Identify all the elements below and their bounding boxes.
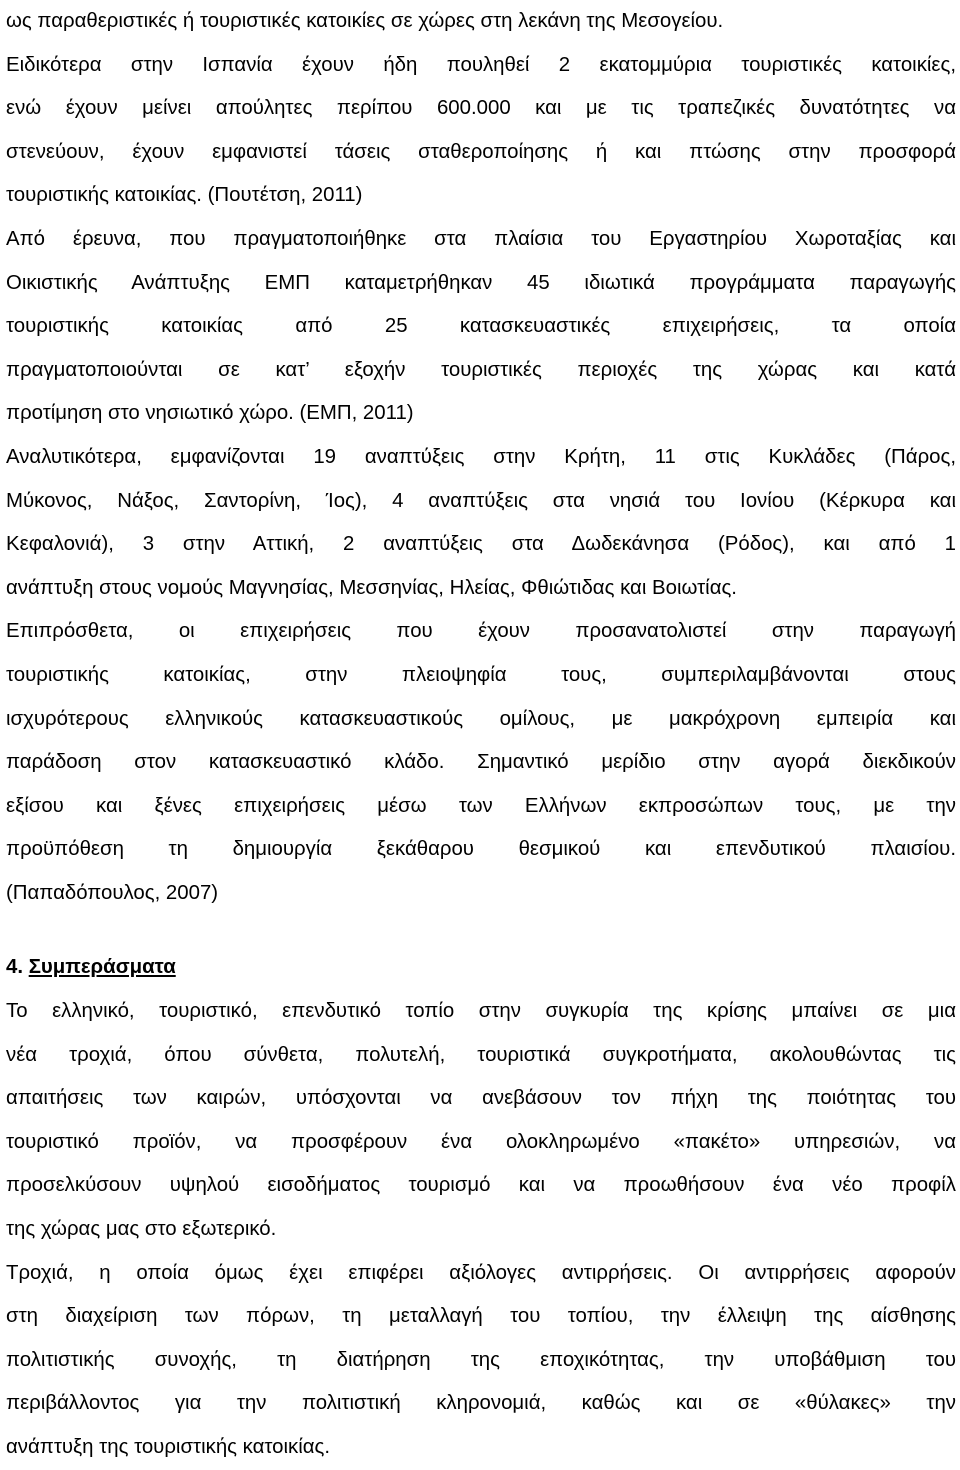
text-line: προσελκύσουν υψηλού εισοδήματος τουρισμό και να προωθήσουν ένα νέο προφίλ bbox=[6, 1174, 956, 1197]
text-line: προτίμηση στο νησιωτικό χώρο. (ΕΜΠ, 2011) bbox=[6, 402, 414, 425]
text-line: (Παπαδόπουλος, 2007) bbox=[6, 881, 219, 904]
text-line: ανάπτυξη στους νομούς Μαγνησίας, Μεσσηνίας, Ηλείας, Φθιώτιδας και Βοιωτίας. bbox=[6, 576, 737, 599]
text-line: περιβάλλοντος για την πολιτιστική κληρονομιά, καθώς και σε «θύλακες» την bbox=[6, 1392, 956, 1415]
text-line: τουριστικό προϊόν, να προσφέρουν ένα ολοκληρωμένο «πακέτο» υπηρεσιών, να bbox=[6, 1130, 956, 1153]
text-line: τουριστικής κατοικίας. (Πουτέτση, 2011) bbox=[6, 184, 363, 207]
text-line: πραγματοποιούνται σε κατ’ εξοχήν τουριστικές περιοχές της χώρας και κατά bbox=[6, 358, 956, 381]
text-line: εξίσου και ξένες επιχειρήσεις μέσω των Ελλήνων εκπροσώπων τους, με την bbox=[6, 794, 956, 817]
text-line: απαιτήσεις των καιρών, υπόσχονται να ανεβάσουν τον πήχη της ποιότητας του bbox=[6, 1087, 956, 1110]
text-line: Κεφαλονιά), 3 στην Αττική, 2 αναπτύξεις στα Δωδεκάνησα (Ρόδος), και από 1 bbox=[6, 533, 956, 556]
text-line: τουριστικής κατοικίας από 25 κατασκευαστικές επιχειρήσεις, τα οποία bbox=[6, 315, 956, 338]
text-line: προϋπόθεση τη δημιουργία ξεκάθαρου θεσμικού και επενδυτικού πλαισίου. bbox=[6, 838, 956, 861]
text-line: πολιτιστικής συνοχής, τη διατήρηση της εποχικότητας, την υποβάθμιση του bbox=[6, 1348, 956, 1371]
text-line: Αναλυτικότερα, εμφανίζονται 19 αναπτύξεις στην Κρήτη, 11 στις Κυκλάδες (Πάρος, bbox=[6, 445, 956, 468]
paragraph-tourist-housing bbox=[6, 0, 956, 915]
text-line: ως παραθεριστικές ή τουριστικές κατοικίες σε χώρες στη λεκάνη της Μεσογείου. bbox=[6, 10, 724, 32]
text-line: στενεύουν, έχουν εμφανιστεί τάσεις σταθεροποίησης ή και πτώσης στην προσφορά bbox=[6, 140, 956, 163]
section-title: Συμπεράσματα bbox=[28, 956, 176, 978]
text-line: Ειδικότερα στην Ισπανία έχουν ήδη πουληθεί 2 εκατομμύρια τουριστικές κατοικίες, bbox=[6, 53, 956, 76]
text-line: νέα τροχιά, όπου σύνθετα, πολυτελή, τουριστικά συγκροτήματα, ακολουθώντας τις bbox=[6, 1043, 956, 1066]
text-line: Τροχιά, η οποία όμως έχει επιφέρει αξιόλογες αντιρρήσεις. Οι αντιρρήσεις αφορούν bbox=[6, 1261, 956, 1284]
section-heading bbox=[6, 944, 176, 990]
text-line: Οικιστικής Ανάπτυξης ΕΜΠ καταμετρήθηκαν 45 ιδιωτικά προγράμματα παραγωγής bbox=[6, 271, 956, 294]
text-line: ανάπτυξη της τουριστικής κατοικίας. bbox=[6, 1435, 331, 1458]
text-line: Επιπρόσθετα, οι επιχειρήσεις που έχουν προσανατολιστεί στην παραγωγή bbox=[6, 620, 956, 643]
text-line: ισχυρότερους ελληνικούς κατασκευαστικούς ομίλους, με μακρόχρονη εμπειρία και bbox=[6, 707, 956, 730]
text-line: στη διαχείριση των πόρων, τη μεταλλαγή του τοπίου, την έλλειψη της αίσθησης bbox=[6, 1305, 956, 1328]
text-line: Από έρευνα, που πραγματοποιήθηκε στα πλαίσια του Εργαστηρίου Χωροταξίας και bbox=[6, 227, 956, 250]
text-line: Το ελληνικό, τουριστικό, επενδυτικό τοπίο στην συγκυρία της κρίσης μπαίνει σε μια bbox=[6, 1000, 956, 1022]
paragraph-conclusions bbox=[6, 990, 956, 1470]
text-line: ενώ έχουν μείνει απούλητες περίπου 600.000 και με τις τραπεζικές δυνατότητες να bbox=[6, 97, 956, 120]
text-line: τουριστικής κατοικίας, στην πλειοψηφία τους, συμπεριλαμβάνονται στους bbox=[6, 663, 956, 686]
section-number: 4. bbox=[6, 956, 24, 978]
text-line: της χώρας μας στο εξωτερικό. bbox=[6, 1217, 277, 1240]
text-line: Μύκονος, Νάξος, Σαντορίνη, Ίος), 4 αναπτύξεις στα νησιά του Ιονίου (Κέρκυρα και bbox=[6, 489, 956, 512]
text-line: παράδοση στον κατασκευαστικό κλάδο. Σημαντικό μερίδιο στην αγορά διεκδικούν bbox=[6, 751, 956, 774]
